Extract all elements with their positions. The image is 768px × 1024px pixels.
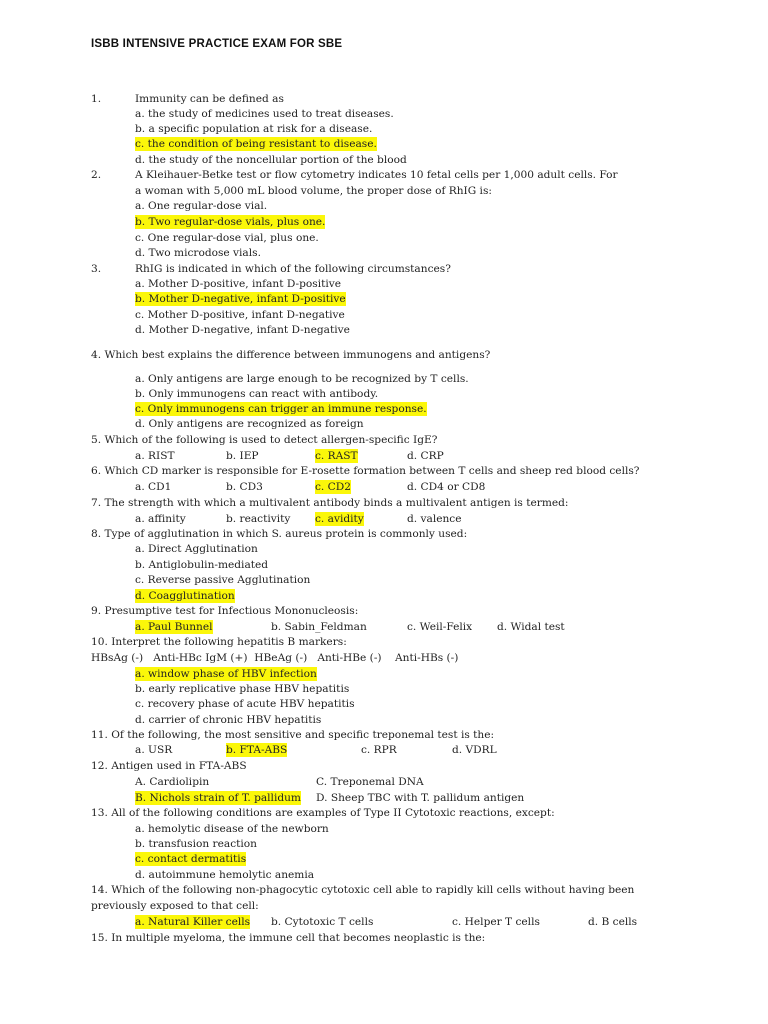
- question-text: 8. Type of agglutination in which S. aureus protein is commonly used:: [91, 528, 468, 540]
- option: d. Only antigens are recognized as foreign: [135, 418, 364, 430]
- question-text: 6. Which CD marker is responsible for E-rosette formation between T cells and sheep red blood cells?: [91, 465, 640, 477]
- option: c. recovery phase of acute HBV hepatitis: [135, 698, 355, 710]
- option-highlighted: a. Natural Killer cells: [135, 916, 251, 928]
- option: b. a specific population at risk for a disease.: [135, 123, 373, 135]
- question-text: 5. Which of the following is used to detect allergen-specific IgE?: [91, 434, 438, 446]
- question-text: 11. Of the following, the most sensitive and specific treponemal test is the:: [91, 729, 495, 741]
- option: a. hemolytic disease of the newborn: [135, 823, 329, 835]
- option: b. Sabin_Feldman: [271, 621, 367, 633]
- option: d. the study of the noncellular portion of the blood: [135, 154, 407, 166]
- option: a. Direct Agglutination: [135, 543, 258, 555]
- option: a. Mother D-positive, infant D-positive: [135, 278, 341, 290]
- question-text: 10. Interpret the following hepatitis B markers:: [91, 636, 347, 648]
- option-highlighted: b. FTA-ABS: [226, 744, 288, 756]
- option: c. Reverse passive Agglutination: [135, 574, 311, 586]
- option: d. VDRL: [452, 744, 497, 756]
- question-text: 4. Which best explains the difference between immunogens and antigens?: [91, 349, 491, 361]
- option-highlighted: b. Two regular-dose vials, plus one.: [135, 216, 326, 228]
- option: C. Treponemal DNA: [316, 776, 424, 788]
- option: a. CD1: [135, 481, 172, 493]
- question-text: RhIG is indicated in which of the following circumstances?: [135, 263, 451, 275]
- option: d. carrier of chronic HBV hepatitis: [135, 714, 322, 726]
- option: A. Cardiolipin: [135, 776, 210, 788]
- option-highlighted: B. Nichols strain of T. pallidum: [135, 792, 301, 804]
- option-highlighted: c. RAST: [315, 450, 358, 462]
- option-highlighted: c. CD2: [315, 481, 352, 493]
- option-highlighted: d. Coagglutination: [135, 590, 235, 602]
- option: b. reactivity: [226, 513, 291, 525]
- question-number: 3.: [91, 263, 102, 275]
- option-highlighted: a. window phase of HBV infection: [135, 668, 317, 680]
- option: a. affinity: [135, 513, 186, 525]
- option: c. One regular-dose vial, plus one.: [135, 232, 319, 244]
- option-highlighted: c. avidity: [315, 513, 364, 525]
- question-text: 9. Presumptive test for Infectious Mononucleosis:: [91, 605, 359, 617]
- option-highlighted: c. contact dermatitis: [135, 853, 247, 865]
- question-text: Immunity can be defined as: [135, 93, 284, 105]
- option: d. Mother D-negative, infant D-negative: [135, 324, 350, 336]
- option: a. RIST: [135, 450, 175, 462]
- option-highlighted: b. Mother D-negative, infant D-positive: [135, 293, 346, 305]
- option: b. early replicative phase HBV hepatitis: [135, 683, 350, 695]
- option: d. CRP: [407, 450, 444, 462]
- option: b. CD3: [226, 481, 263, 493]
- question-text: 7. The strength with which a multivalent antibody binds a multivalent antigen is termed:: [91, 497, 569, 509]
- option: c. RPR: [361, 744, 397, 756]
- option: b. Only immunogens can react with antibody.: [135, 388, 379, 400]
- question-text: 15. In multiple myeloma, the immune cell that becomes neoplastic is the:: [91, 932, 486, 944]
- option: b. Cytotoxic T cells: [271, 916, 374, 928]
- option: a. Only antigens are large enough to be recognized by T cells.: [135, 373, 469, 385]
- hepatitis-markers: HBsAg (-) Anti-HBc IgM (+) HBeAg (-) Anti-HBe (-) Anti-HBs (-): [91, 652, 459, 664]
- question-text: A Kleihauer-Betke test or flow cytometry indicates 10 fetal cells per 1,000 adult cells. For: [135, 169, 618, 181]
- option-highlighted: c. the condition of being resistant to disease.: [135, 138, 377, 150]
- option-highlighted: a. Paul Bunnel: [135, 621, 213, 633]
- option: b. IEP: [226, 450, 259, 462]
- option: c. Weil-Felix: [407, 621, 473, 633]
- option: b. transfusion reaction: [135, 838, 257, 850]
- option: d. Two microdose vials.: [135, 247, 261, 259]
- option: d. Widal test: [497, 621, 565, 633]
- question-number: 2.: [91, 169, 102, 181]
- option: a. USR: [135, 744, 173, 756]
- page-title: ISBB INTENSIVE PRACTICE EXAM FOR SBE: [91, 38, 343, 50]
- question-text: 13. All of the following conditions are examples of Type II Cytotoxic reactions, except:: [91, 807, 555, 819]
- question-text: 12. Antigen used in FTA-ABS: [91, 760, 247, 772]
- question-text: a woman with 5,000 mL blood volume, the proper dose of RhIG is:: [135, 185, 492, 197]
- option: D. Sheep TBC with T. pallidum antigen: [316, 792, 525, 804]
- question-number: 1.: [91, 93, 102, 105]
- option: c. Helper T cells: [452, 916, 540, 928]
- question-text: 14. Which of the following non-phagocytic cytotoxic cell able to rapidly kill cells without having been: [91, 884, 635, 896]
- option: c. Mother D-positive, infant D-negative: [135, 309, 345, 321]
- option: d. CD4 or CD8: [407, 481, 486, 493]
- question-text: previously exposed to that cell:: [91, 900, 259, 912]
- option: a. the study of medicines used to treat diseases.: [135, 108, 394, 120]
- option: b. Antiglobulin-mediated: [135, 559, 269, 571]
- option-highlighted: c. Only immunogens can trigger an immune response.: [135, 403, 427, 415]
- option: d. autoimmune hemolytic anemia: [135, 869, 315, 881]
- option: d. valence: [407, 513, 462, 525]
- option: d. B cells: [588, 916, 638, 928]
- option: a. One regular-dose vial.: [135, 200, 268, 212]
